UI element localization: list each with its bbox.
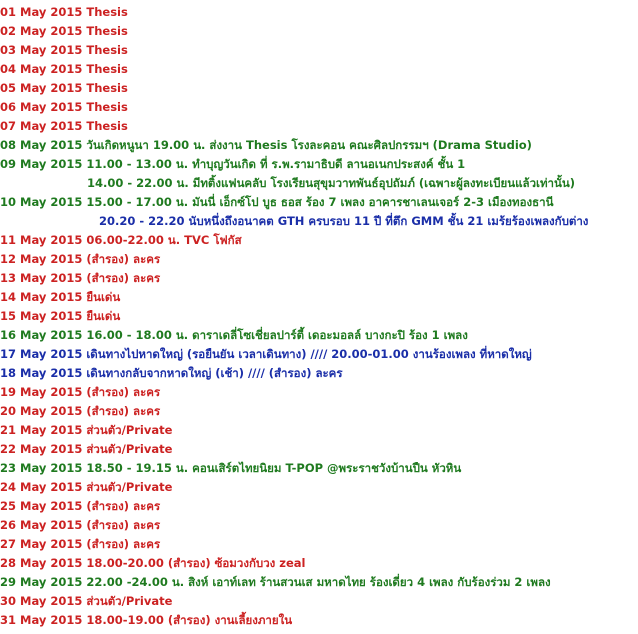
schedule-line-10-continued: 20.20 - 22.20 นับหนึ่งถึงอนาคต GTH ครบรอบ 11 ปี ที่ตึก GMM ชั้น 21 เมร้ยร้องเพลงกับต่าง — [99, 214, 589, 228]
schedule-line-19: 19 May 2015 (สำรอง) ละคร — [0, 385, 161, 399]
schedule-line-01: 01 May 2015 Thesis — [0, 5, 128, 19]
schedule-line-12: 12 May 2015 (สำรอง) ละคร — [0, 252, 161, 266]
schedule-line-06: 06 May 2015 Thesis — [0, 100, 128, 114]
schedule-line-24: 24 May 2015 ส่วนตัว/Private — [0, 480, 173, 494]
schedule-list — [0, 3, 638, 630]
schedule-line-02: 02 May 2015 Thesis — [0, 24, 128, 38]
schedule-line-29: 29 May 2015 22.00 -24.00 น. สิงห์ เอาท์เลท ร้านสวนเส มหาดไทย ร้องเดี่ยว 4 เพลง กับร้องร่วม 2 เพลง — [0, 575, 551, 589]
schedule-line-17: 17 May 2015 เดินทางไปหาดใหญ่ (รอยืนยัน เวลาเดินทาง) //// 20.00-01.00 งานร้องเพลง ที่หาดใหญ่ — [0, 347, 532, 361]
schedule-line-25: 25 May 2015 (สำรอง) ละคร — [0, 499, 161, 513]
schedule-line-23: 23 May 2015 18.50 - 19.15 น. คอนเสิร์ตไทยนิยม T-POP @พระราชวังบ้านปืน หัวหิน — [0, 461, 462, 475]
schedule-line-16: 16 May 2015 16.00 - 18.00 น. ดาราเดลี่โซเชี่ยลปาร์ตี้ เดอะมอลล์ บางกะปิ ร้อง 1 เพลง — [0, 328, 468, 342]
schedule-line-09-continued: 14.00 - 22.00 น. มีทติ้งแฟนคลับ โรงเรียนสุขุมวาทพันธ์อุปถัมภ์ (เฉพาะผู้ลงทะเบียนแล้วเท่านั้น) — [87, 176, 575, 190]
schedule-line-31: 31 May 2015 18.00-19.00 (สำรอง) งานเลี้ยงภายใน — [0, 613, 293, 627]
schedule-line-05: 05 May 2015 Thesis — [0, 81, 128, 95]
schedule-line-13: 13 May 2015 (สำรอง) ละคร — [0, 271, 161, 285]
schedule-line-20: 20 May 2015 (สำรอง) ละคร — [0, 404, 161, 418]
schedule-line-28: 28 May 2015 18.00-20.00 (สำรอง) ซ้อมวงกับวง zeal — [0, 556, 306, 570]
schedule-line-03: 03 May 2015 Thesis — [0, 43, 128, 57]
schedule-line-04: 04 May 2015 Thesis — [0, 62, 128, 76]
schedule-line-14: 14 May 2015 ยืนเด่น — [0, 290, 121, 304]
schedule-line-30: 30 May 2015 ส่วนตัว/Private — [0, 594, 173, 608]
schedule-line-21: 21 May 2015 ส่วนตัว/Private — [0, 423, 173, 437]
schedule-line-08: 08 May 2015 วันเกิดหนูนา 19.00 น. ส่งงาน Thesis โรงละคอน คณะศิลปกรรมฯ (Drama Studio) — [0, 138, 532, 152]
schedule-line-18: 18 May 2015 เดินทางกลับจากหาดใหญ่ (เช้า) //// (สำรอง) ละคร — [0, 366, 343, 380]
schedule-line-09: 09 May 2015 11.00 - 13.00 น. ทำบุญวันเกิด ที่ ร.พ.รามาธิบดี ลานอเนกประสงค์ ชั้น 1 — [0, 157, 466, 171]
schedule-line-07: 07 May 2015 Thesis — [0, 119, 128, 133]
schedule-line-10: 10 May 2015 15.00 - 17.00 น. มันนี่ เอ็กซ์โป บูธ ธอส ร้อง 7 เพลง อาคารชาเลนเจอร์ 2-3 เมืองทองธานี — [0, 195, 554, 209]
schedule-line-15: 15 May 2015 ยืนเด่น — [0, 309, 121, 323]
schedule-line-22: 22 May 2015 ส่วนตัว/Private — [0, 442, 173, 456]
schedule-line-11: 11 May 2015 06.00-22.00 น. TVC โฟกัส — [0, 233, 242, 247]
schedule-line-26: 26 May 2015 (สำรอง) ละคร — [0, 518, 161, 532]
schedule-line-27: 27 May 2015 (สำรอง) ละคร — [0, 537, 161, 551]
